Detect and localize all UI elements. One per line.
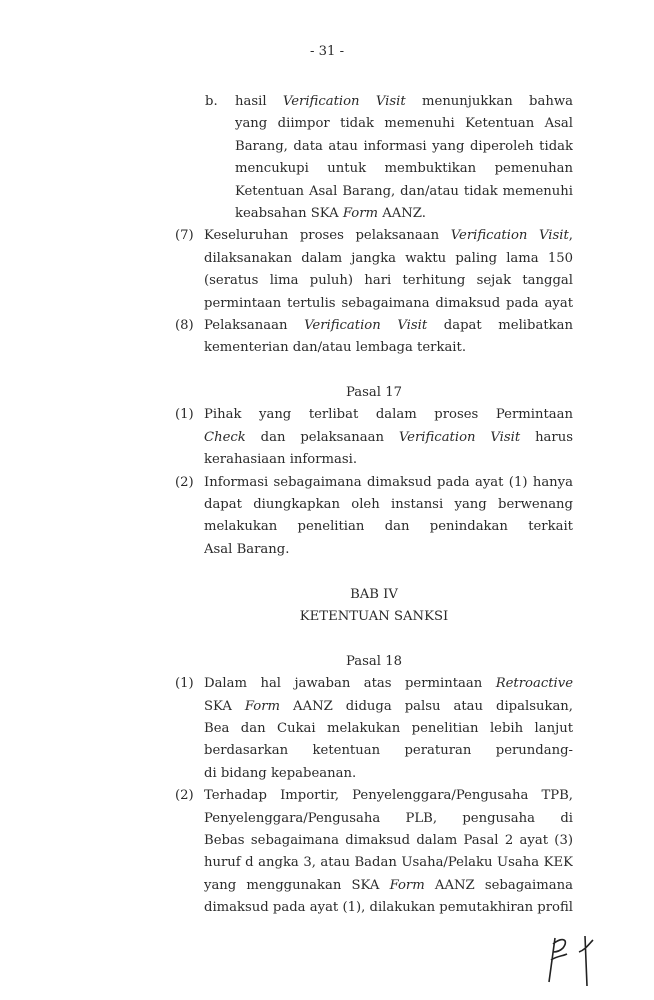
italic-term: Retroactive bbox=[495, 676, 573, 692]
text-segment: Pihak yang terlibat dalam proses Permintaan bbox=[204, 407, 573, 423]
text-segment: Barang, data atau informasi yang diperoleh tidak bbox=[235, 138, 573, 154]
text-line bbox=[235, 203, 573, 225]
text-segment: keabsahan SKA bbox=[235, 205, 343, 221]
text-line bbox=[204, 673, 573, 695]
italic-term: Verification Visit bbox=[398, 429, 521, 445]
text-line bbox=[204, 830, 573, 852]
text-segment: Informasi sebagaimana dimaksud pada ayat (1) hanya bbox=[204, 474, 573, 490]
text-line bbox=[204, 449, 573, 471]
text-segment: Bea dan Cukai melakukan penelitian lebih lanjut bbox=[204, 720, 573, 736]
italic-term: Form bbox=[342, 205, 379, 221]
document-body bbox=[175, 91, 573, 919]
text-line bbox=[235, 113, 573, 135]
text-segment: mencukupi untuk membuktikan pemenuhan bbox=[235, 161, 573, 177]
section-heading: BAB IV bbox=[350, 586, 398, 602]
text-segment: melakukan penelitian dan penindakan terkait bbox=[204, 519, 573, 535]
section-heading: Pasal 17 bbox=[346, 385, 402, 401]
page-number: - 31 - bbox=[309, 44, 345, 59]
section-heading: Pasal 18 bbox=[346, 653, 402, 669]
text-segment: Pelaksanaan bbox=[204, 317, 305, 333]
italic-term: Check bbox=[204, 429, 246, 445]
text-segment: SKA bbox=[204, 698, 245, 714]
text-line bbox=[204, 315, 573, 337]
text-segment: dapat melibatkan bbox=[427, 317, 573, 333]
text-line bbox=[235, 136, 573, 158]
text-segment: Ketentuan Asal Barang, dan/atau tidak memenuhi bbox=[235, 183, 573, 199]
text-segment: Terhadap Importir, Penyelenggara/Pengusaha TPB, bbox=[204, 788, 573, 804]
italic-term: Form bbox=[244, 698, 281, 714]
paragraph-number: (2) bbox=[175, 788, 194, 804]
text-line bbox=[235, 91, 573, 113]
text-line bbox=[204, 225, 573, 247]
text-line bbox=[204, 718, 573, 740]
paragraph-number: (1) bbox=[175, 676, 194, 692]
text-segment: Asal Barang. bbox=[204, 541, 290, 557]
text-segment: yang diimpor tidak memenuhi Ketentuan Asal bbox=[235, 116, 573, 132]
paragraph-number: b. bbox=[205, 94, 218, 109]
text-line bbox=[204, 270, 573, 292]
text-segment: dapat diungkapkan oleh instansi yang berwenang bbox=[204, 497, 573, 513]
text-line bbox=[204, 897, 573, 919]
text-line bbox=[204, 539, 573, 561]
text-line bbox=[204, 808, 573, 830]
text-line bbox=[204, 248, 573, 270]
text-line bbox=[204, 494, 573, 516]
numbered-paragraph bbox=[175, 404, 573, 471]
text-segment: hasil bbox=[235, 94, 283, 109]
section-heading: KETENTUAN SANKSI bbox=[299, 608, 449, 624]
text-line bbox=[204, 516, 573, 538]
text-line bbox=[204, 763, 573, 785]
text-segment: AANZ diduga palsu atau dipalsukan, bbox=[293, 698, 573, 714]
numbered-paragraph bbox=[175, 225, 573, 315]
text-segment: dan pelaksanaan bbox=[245, 429, 399, 445]
text-line bbox=[204, 852, 573, 874]
text-segment: kementerian dan/atau lembaga terkait. bbox=[204, 340, 467, 356]
paragraph-number: (1) bbox=[175, 407, 194, 423]
text-segment: Dalam hal jawaban atas permintaan bbox=[204, 676, 496, 692]
text-segment: dilaksanakan dalam jangka waktu paling lama 150 bbox=[204, 250, 573, 266]
text-line bbox=[235, 158, 573, 180]
blank-line bbox=[175, 360, 573, 382]
text-segment: menunjukkan bahwa bbox=[422, 94, 573, 109]
numbered-paragraph bbox=[175, 673, 573, 785]
text-line bbox=[204, 404, 573, 426]
text-segment: Keseluruhan proses pelaksanaan bbox=[204, 228, 451, 244]
text-segment: AANZ. bbox=[378, 205, 426, 221]
handwritten-initials-signature bbox=[545, 930, 605, 990]
text-segment: harus bbox=[535, 429, 573, 445]
text-segment: Bebas sebagaimana dimaksud dalam Pasal 2 ayat (3) bbox=[204, 832, 573, 848]
text-segment: berdasarkan ketentuan peraturan perundang- bbox=[204, 743, 573, 759]
text-segment: dimaksud pada ayat (1), dilakukan pemutakhiran profil bbox=[204, 900, 573, 916]
paragraph-number: (8) bbox=[175, 317, 194, 333]
text-line bbox=[204, 785, 573, 807]
text-segment: (seratus lima puluh) hari terhitung sejak tanggal bbox=[204, 273, 573, 289]
text-line bbox=[204, 472, 573, 494]
italic-term: Verification Visit bbox=[450, 228, 569, 244]
text-segment: yang menggunakan SKA bbox=[204, 877, 390, 893]
paragraph-number: (7) bbox=[175, 228, 194, 244]
numbered-paragraph bbox=[175, 785, 573, 919]
text-line bbox=[204, 696, 573, 718]
text-line bbox=[204, 337, 573, 359]
numbered-paragraph bbox=[175, 472, 573, 562]
text-segment: AANZ sebagaimana bbox=[424, 877, 573, 893]
italic-term: Form bbox=[389, 877, 425, 893]
text-segment: huruf d angka 3, atau Badan Usaha/Pelaku Usaha KEK bbox=[204, 855, 573, 871]
text-line bbox=[204, 740, 573, 762]
numbered-paragraph bbox=[175, 315, 573, 360]
paragraph-number: (2) bbox=[175, 474, 194, 490]
blank-line bbox=[175, 628, 573, 650]
italic-term: Verification Visit bbox=[304, 317, 428, 333]
text-segment: kerahasiaan informasi. bbox=[204, 452, 358, 468]
italic-term: Verification Visit bbox=[282, 94, 406, 109]
text-segment: di bidang kepabeanan. bbox=[204, 765, 357, 781]
text-line bbox=[204, 427, 573, 449]
text-segment: permintaan tertulis sebagaimana dimaksud pada ayat bbox=[204, 295, 573, 311]
blank-line bbox=[175, 561, 573, 583]
text-line bbox=[204, 875, 573, 897]
sub-item bbox=[175, 91, 573, 225]
text-line bbox=[204, 293, 573, 315]
text-segment: , bbox=[568, 228, 573, 244]
text-line bbox=[235, 181, 573, 203]
text-segment: Penyelenggara/Pengusaha PLB, pengusaha di bbox=[204, 810, 573, 826]
